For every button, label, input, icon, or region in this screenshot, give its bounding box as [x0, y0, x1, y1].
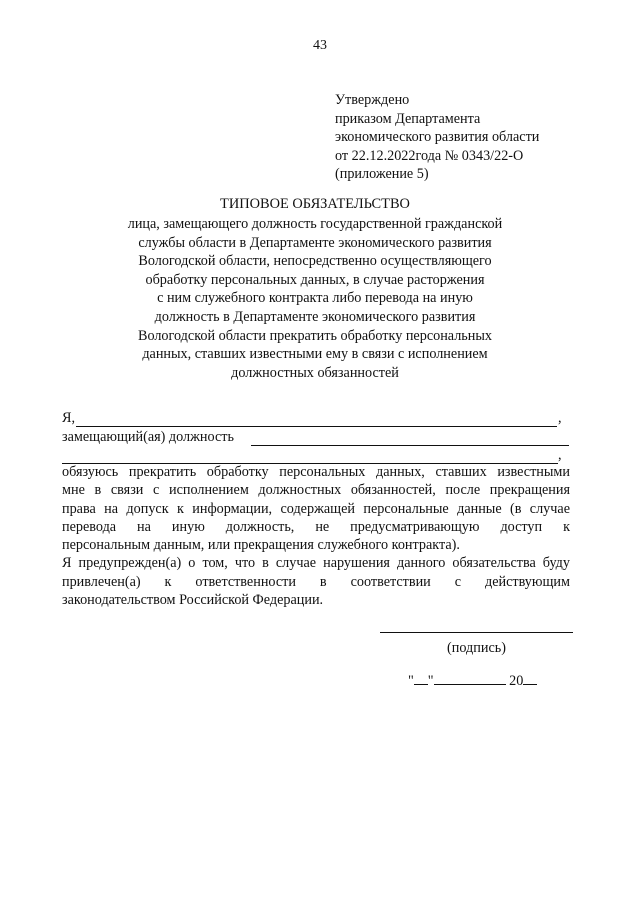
obligation-line: права на допуск к информации, содержащей персональные данные (в случае — [62, 500, 570, 517]
position-field[interactable] — [289, 429, 569, 446]
approval-block — [335, 91, 539, 184]
warning-line: Я предупрежден(а) о том, что в случае нарушения данного обязательства буду — [62, 555, 570, 572]
obligation-line: мне в связи с исполнением должностных обязанностей, после прекращения — [62, 482, 570, 499]
subtitle-line: с ним служебного контракта либо перевода на иную — [157, 290, 473, 307]
date-quote-close: " — [427, 673, 434, 689]
approval-line: приказом Департамента — [335, 110, 481, 127]
position-label: замещающий(ая) должность — [62, 429, 234, 445]
date-year-prefix: 20 — [505, 673, 524, 689]
approval-line: Утверждено — [335, 92, 410, 108]
position-field-short[interactable] — [251, 429, 289, 446]
page-number: 43 — [313, 38, 327, 53]
name-field[interactable] — [76, 410, 557, 427]
approval-line: от 22.12.2022года № 0343/22-О — [335, 147, 524, 164]
signature-caption: (подпись) — [447, 640, 506, 656]
date-month-blank[interactable] — [434, 669, 506, 685]
obligation-line: перевода на иную должность, не предусматривающую доступ к — [62, 518, 570, 535]
subtitle-line: данных, ставших известными ему в связи с исполнением — [142, 346, 488, 363]
obligation-text — [62, 463, 570, 609]
obligation-line: персональным данным, или прекращения служебного контракта). — [62, 537, 460, 554]
name-comma: , — [558, 410, 562, 426]
subtitle-line: должностных обязанностей — [231, 364, 399, 381]
warning-line: законодательством Российской Федерации. — [62, 592, 324, 609]
subtitle-line: лица, замещающего должность государственной гражданской — [127, 216, 503, 232]
date-year-blank[interactable] — [523, 669, 537, 685]
date-field[interactable] — [408, 669, 537, 690]
approval-line: (приложение 5) — [335, 166, 429, 183]
name-label: Я, — [62, 410, 76, 426]
subtitle-line: должность в Департаменте экономического развития — [154, 308, 476, 325]
subtitle-line: службы области в Департаменте экономического развития — [138, 234, 492, 251]
document-title: ТИПОВОЕ ОБЯЗАТЕЛЬСТВО — [220, 196, 410, 212]
position-field-continuation[interactable] — [62, 447, 558, 464]
subtitle-line: Вологодской области, непосредственно осуществляющего — [138, 253, 492, 270]
date-day-blank[interactable] — [414, 669, 428, 685]
approval-line: экономического развития области — [335, 129, 540, 146]
subtitle-line: Вологодской области прекратить обработку персональных — [137, 327, 492, 344]
warning-line: привлечен(а) к ответственности в соответствии с действующим — [62, 573, 570, 590]
subtitle-line: обработку персональных данных, в случае расторжения — [145, 271, 485, 288]
signature-field[interactable] — [380, 632, 573, 634]
date-quote-open: " — [408, 673, 414, 689]
position-comma: , — [558, 447, 562, 463]
obligation-line: обязуюсь прекратить обработку персональных данных, ставших известными — [62, 464, 570, 480]
document-subtitle — [0, 215, 630, 382]
